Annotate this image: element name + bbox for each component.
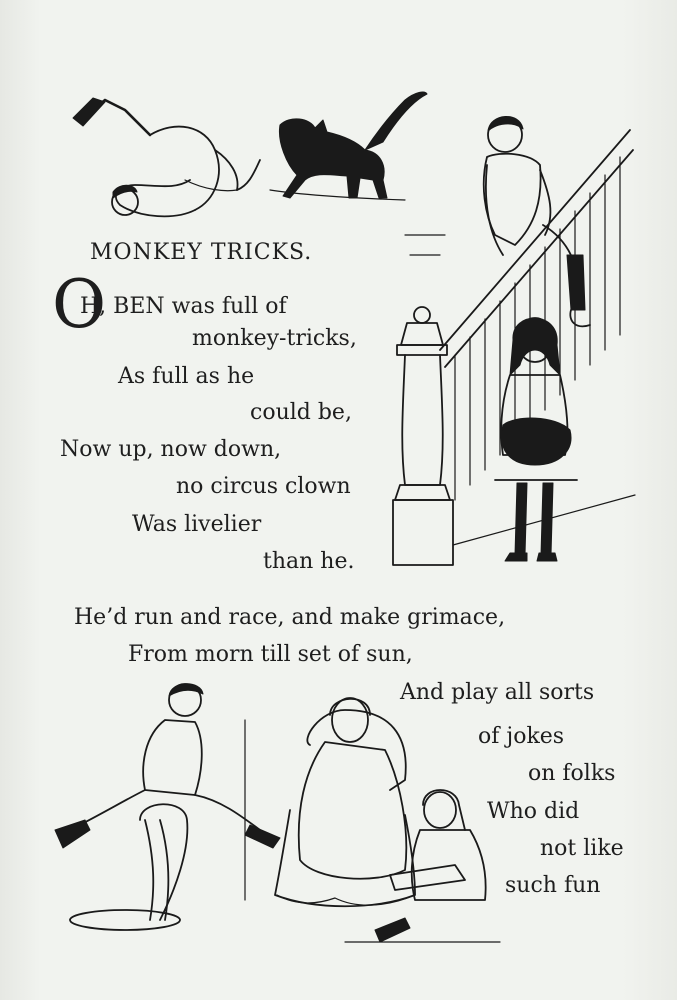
verse-1-line: than he.: [263, 549, 355, 574]
verse-2-line: of jokes: [478, 724, 565, 749]
verse-2-line: He’d run and race, and make grimace,: [74, 605, 506, 630]
drop-cap: O: [52, 266, 107, 343]
verse-1-line: no circus clown: [176, 474, 351, 499]
verse-1-line: Was livelier: [132, 512, 262, 537]
illustration-boy-banister-girl: [385, 105, 645, 575]
illustration-boy-tumbling-cat: [65, 80, 430, 230]
illustration-boy-chair-grandmother-girl: [45, 680, 505, 960]
verse-2-line: on folks: [528, 761, 616, 786]
verse-2-line: Who did: [487, 799, 580, 824]
verse-1-line: Now up, now down,: [60, 437, 282, 462]
verse-1-line: As full as he: [118, 364, 255, 389]
verse-1-line: monkey-tricks,: [192, 326, 357, 351]
poem-title: MONKEY TRICKS.: [90, 240, 313, 265]
verse-2-line: not like: [540, 836, 624, 861]
verse-2-line: From morn till set of sun,: [128, 642, 413, 667]
verse-1-line: H, BEN was full of: [80, 294, 287, 319]
verse-2-line: And play all sorts: [400, 680, 595, 705]
verse-1-line: could be,: [250, 400, 352, 425]
verse-2-line: such fun: [505, 873, 601, 898]
